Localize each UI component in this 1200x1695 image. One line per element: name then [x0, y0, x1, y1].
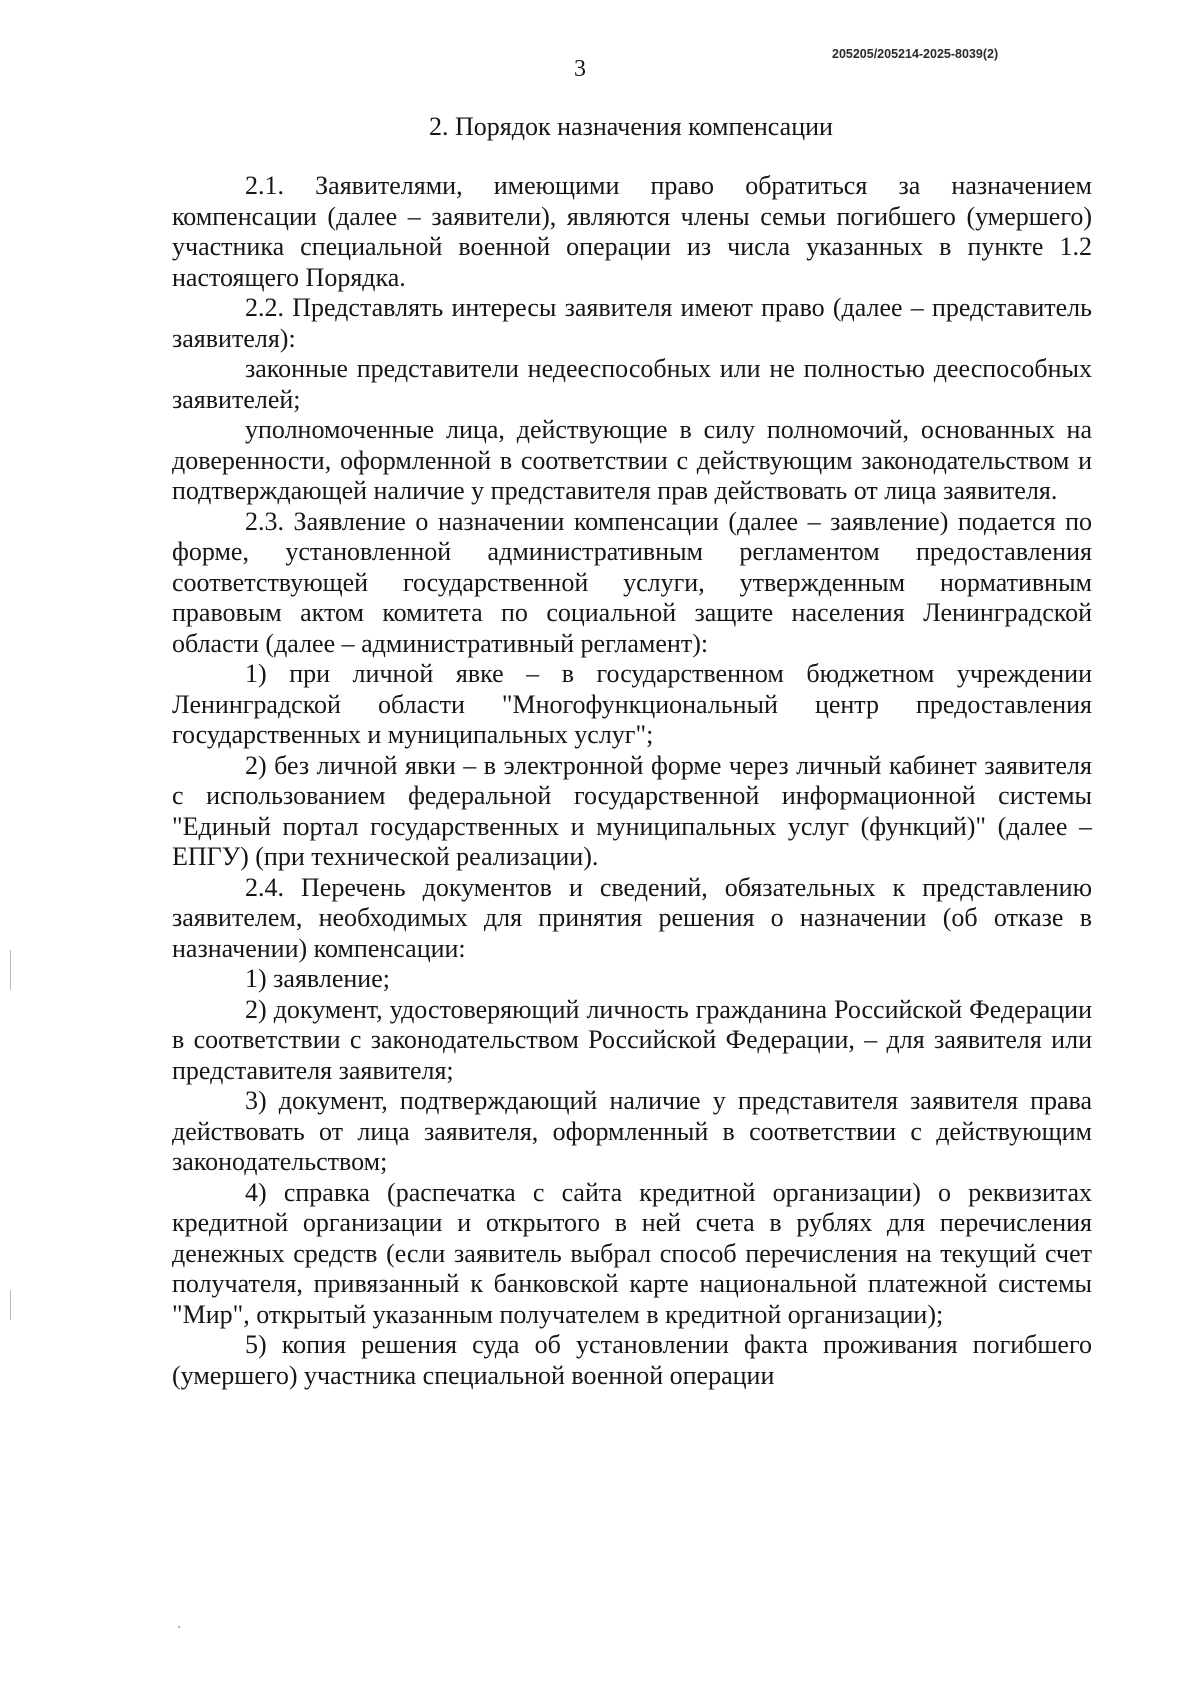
- paragraph-2-3-item-1: 1) при личной явке – в государственном бюджетном учреждении Ленинградской области "Многофункциональный центр предоставления государственных и муниципальных услуг";: [172, 659, 1092, 749]
- paragraph-legal-representatives: законные представители недееспособных или не полностью дееспособных заявителей;: [172, 354, 1092, 414]
- document-id: 205205/205214-2025-8039(2): [832, 47, 999, 61]
- paragraph-2-3-item-2: 2) без личной явки – в электронной форме через личный кабинет заявителя с использованием федеральной государственной информационной системы "Единый портал государственных и муниципальных услуг (функций)" (далее – ЕПГУ) (при технической реализации).: [172, 750, 1092, 871]
- page-number: 3: [574, 56, 586, 82]
- paragraph-2-2: 2.2. Представлять интересы заявителя имеют право (далее – представитель заявителя):: [172, 293, 1092, 353]
- document-body: [172, 171, 1092, 1391]
- paragraph-2-4-item-4: 4) справка (распечатка с сайта кредитной организации) о реквизитах кредитной организации и открытого в ней счета в рублях для перечисления денежных средств (если заявитель выбрал способ перечисления на текущий счет получателя, привязанный к банковской карте национальной платежной системы "Мир", открытый указанным получателем в кредитной организации);: [172, 1177, 1092, 1329]
- paragraph-2-4-item-1: 1) заявление;: [245, 964, 390, 993]
- paragraph-authorized-persons: уполномоченные лица, действующие в силу полномочий, основанных на доверенности, оформленной в соответствии с действующим законодательством и подтверждающей наличие у представителя прав действовать от лица заявителя.: [172, 415, 1092, 505]
- paragraph-2-4-item-3: 3) документ, подтверждающий наличие у представителя заявителя права действовать от лица заявителя, оформленный в соответствии с действующим законодательством;: [172, 1086, 1092, 1176]
- paragraph-2-4-item-5: 5) копия решения суда об установлении факта проживания погибшего (умершего) участника специальной военной операции: [172, 1330, 1092, 1390]
- scan-artifact: [10, 1290, 11, 1320]
- section-title: 2. Порядок назначения компенсации: [429, 112, 833, 141]
- paragraph-2-1: 2.1. Заявителями, имеющими право обратиться за назначением компенсации (далее – заявители), являются члены семьи погибшего (умершего) участника специальной военной операции из числа указанных в пункте 1.2 настоящего Порядка.: [172, 171, 1092, 292]
- scan-speck: [178, 1626, 180, 1628]
- scan-artifact: [10, 950, 11, 990]
- paragraph-2-4-item-2: 2) документ, удостоверяющий личность гражданина Российской Федерации в соответствии с законодательством Российской Федерации, – для заявителя или представителя заявителя;: [172, 994, 1092, 1085]
- paragraph-2-4: 2.4. Перечень документов и сведений, обязательных к представлению заявителем, необходимых для принятия решения о назначении (об отказе в назначении) компенсации:: [172, 872, 1092, 963]
- paragraph-2-3: 2.3. Заявление о назначении компенсации (далее – заявление) подается по форме, установленной административным регламентом предоставления соответствующей государственной услуги, утвержденным нормативным правовым актом комитета по социальной защите населения Ленинградской области (далее – административный регламент):: [172, 506, 1092, 658]
